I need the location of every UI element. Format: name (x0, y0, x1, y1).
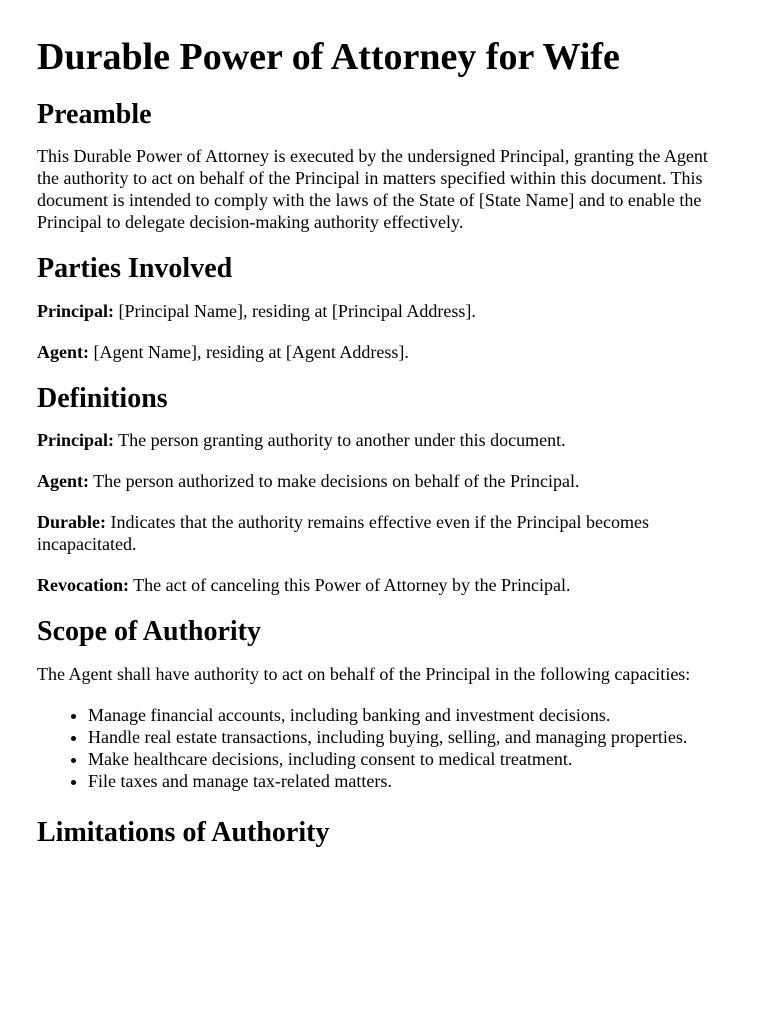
party-principal-text: [Principal Name], residing at [Principal Address]. (114, 300, 476, 321)
definitions-section (37, 382, 730, 597)
preamble-heading: Preamble (37, 98, 152, 130)
definition-principal (37, 429, 730, 451)
scope-heading: Scope of Authority (37, 616, 261, 648)
definitions-heading: Definitions (37, 382, 168, 414)
limitations-section (37, 816, 730, 850)
definition-agent (37, 470, 730, 492)
party-agent (37, 341, 730, 363)
scope-list-item: • Make healthcare decisions, including consent to medical treatment. (88, 748, 730, 770)
scope-intro: The Agent shall have authority to act on behalf of the Principal in the following capacities: (37, 664, 691, 685)
document-title: Durable Power of Attorney for Wife (37, 36, 620, 78)
party-agent-label: Agent: (37, 341, 89, 362)
definition-durable-text: Indicates that the authority remains effective even if the Principal becomes incapacitated. (37, 512, 649, 555)
definition-principal-text: The person granting authority to another under this document. (114, 430, 566, 451)
party-agent-text: [Agent Name], residing at [Agent Address]. (89, 341, 409, 362)
definition-agent-label: Agent: (37, 471, 89, 492)
party-principal-label: Principal: (37, 300, 114, 321)
party-principal (37, 300, 730, 322)
scope-section (37, 615, 730, 792)
definition-agent-text: The person authorized to make decisions on behalf of the Principal. (89, 471, 580, 492)
limitations-heading: Limitations of Authority (37, 817, 330, 849)
definition-revocation (37, 574, 730, 596)
scope-list-item: • Handle real estate transactions, including buying, selling, and managing properties. (88, 726, 730, 748)
preamble-text: This Durable Power of Attorney is executed by the undersigned Principal, granting the Agent the authority to act on behalf of the Principal in matters specified within this document. This document is intended to comply with the laws of the State of [State Name] and to enable the Principal to delegate decision-making authority effectively. (37, 146, 708, 233)
definition-durable-label: Durable: (37, 512, 106, 533)
scope-list (37, 704, 730, 792)
definition-principal-label: Principal: (37, 430, 114, 451)
parties-heading: Parties Involved (37, 253, 233, 285)
scope-list-item: • Manage financial accounts, including banking and investment decisions. (88, 704, 730, 726)
parties-section (37, 252, 730, 363)
preamble-section (37, 98, 730, 234)
definition-durable (37, 511, 730, 555)
definition-revocation-label: Revocation: (37, 575, 129, 596)
scope-list-item: • File taxes and manage tax-related matters. (88, 770, 730, 792)
definition-revocation-text: The act of canceling this Power of Attorney by the Principal. (128, 575, 571, 596)
